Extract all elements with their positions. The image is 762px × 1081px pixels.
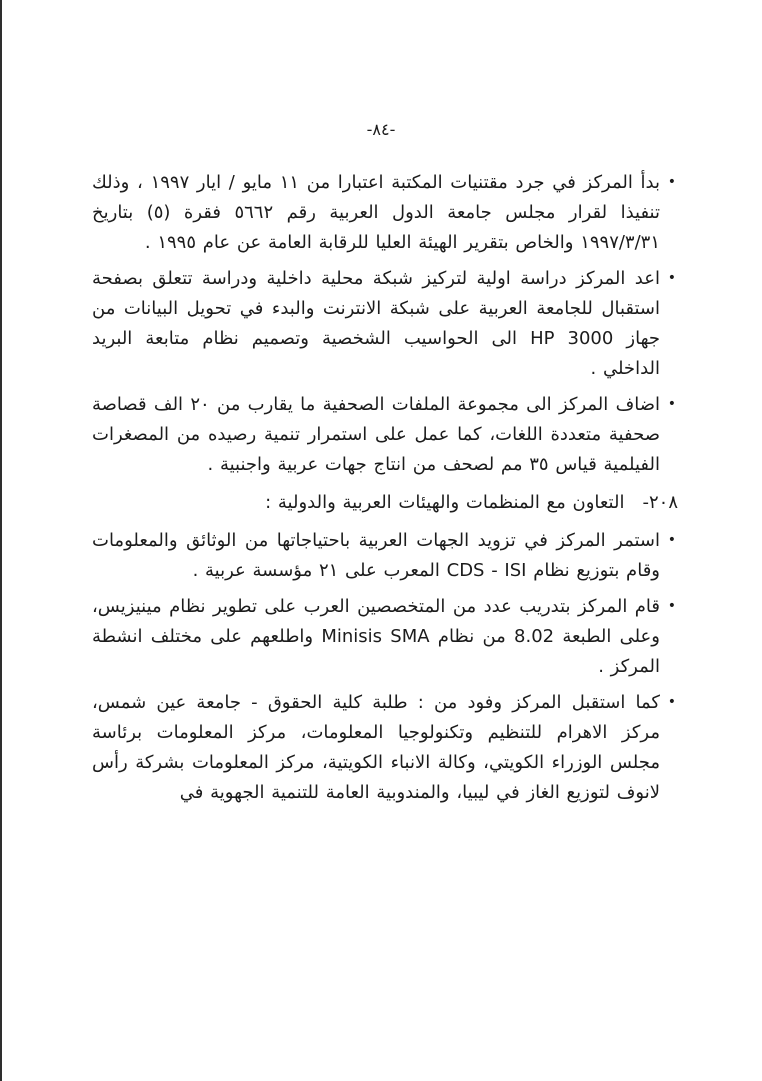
bullet-icon: •	[667, 270, 676, 286]
scan-edge-line	[0, 0, 2, 1081]
document-content	[92, 168, 678, 814]
section-title: التعاون مع المنظمات والهيئات العربية والدولية :	[265, 492, 625, 513]
bullet-paragraph	[92, 592, 678, 682]
page-number: -٨٤-	[366, 120, 396, 139]
paragraph-text: استمر المركز في تزويد الجهات العربية باحتياجاتها من الوثائق والمعلومات وقام بتوزيع نظام CDS - ISI المعرب على ٢١ مؤسسة عربية .	[92, 530, 660, 581]
paragraph-text: قام المركز بتدريب عدد من المتخصصين العرب على تطوير نظام مينيزيس، وعلى الطبعة 8.02 من نظام Minisis SMA واطلعهم على مختلف انشطة المركز .	[92, 596, 660, 677]
bullet-paragraph	[92, 168, 678, 258]
bullet-paragraph	[92, 264, 678, 384]
bullet-icon: •	[667, 532, 676, 548]
bullet-icon: •	[667, 694, 676, 710]
bullet-icon: •	[667, 174, 676, 190]
bullet-paragraph	[92, 526, 678, 586]
paragraph-text: اضاف المركز الى مجموعة الملفات الصحفية ما يقارب من ٢٠ الف قصاصة صحفية متعددة اللغات، كما عمل على استمرار تنمية رصيده من المصغرات الفيلمية قياس ٣٥ مم لصحف من انتاج جهات عربية واجنبية .	[92, 394, 660, 475]
paragraph-text: بدأ المركز في جرد مقتنيات المكتبة اعتبارا من ١١ مايو / ايار ١٩٩٧ ، وذلك تنفيذا لقرار مجلس جامعة الدول العربية رقم ٥٦٦٢ فقرة (٥) بتاريخ ١٩٩٧/٣/٣١ والخاص بتقرير الهيئة العليا للرقابة العامة عن عام ١٩٩٥ .	[92, 172, 661, 253]
bullet-paragraph	[92, 688, 678, 808]
section-number: ٢٠٨-	[642, 492, 678, 513]
paragraph-text: اعد المركز دراسة اولية لتركيز شبكة محلية داخلية ودراسة تتعلق بصفحة استقبال للجامعة العربية على شبكة الانترنت والبدء في تحويل البيانات من جهاز HP 3000 الى الحواسيب الشخصية وتصميم نظام متابعة البريد الداخلي .	[92, 268, 661, 379]
bullet-icon: •	[667, 598, 676, 614]
bullet-icon: •	[667, 396, 676, 412]
bullet-paragraph	[92, 390, 678, 480]
section-heading	[92, 488, 678, 518]
paragraph-text: كما استقبل المركز وفود من : طلبة كلية الحقوق - جامعة عين شمس، مركز الاهرام للتنظيم وتكنولوجيا المعلومات، مركز المعلومات برئاسة مجلس الوزراء الكويتي، وكالة الانباء الكويتية، مركز المعلومات بشركة رأس لانوف لتوزيع الغاز في ليبيا، والمندوبية العامة للتنمية الجهوية في	[92, 692, 660, 803]
